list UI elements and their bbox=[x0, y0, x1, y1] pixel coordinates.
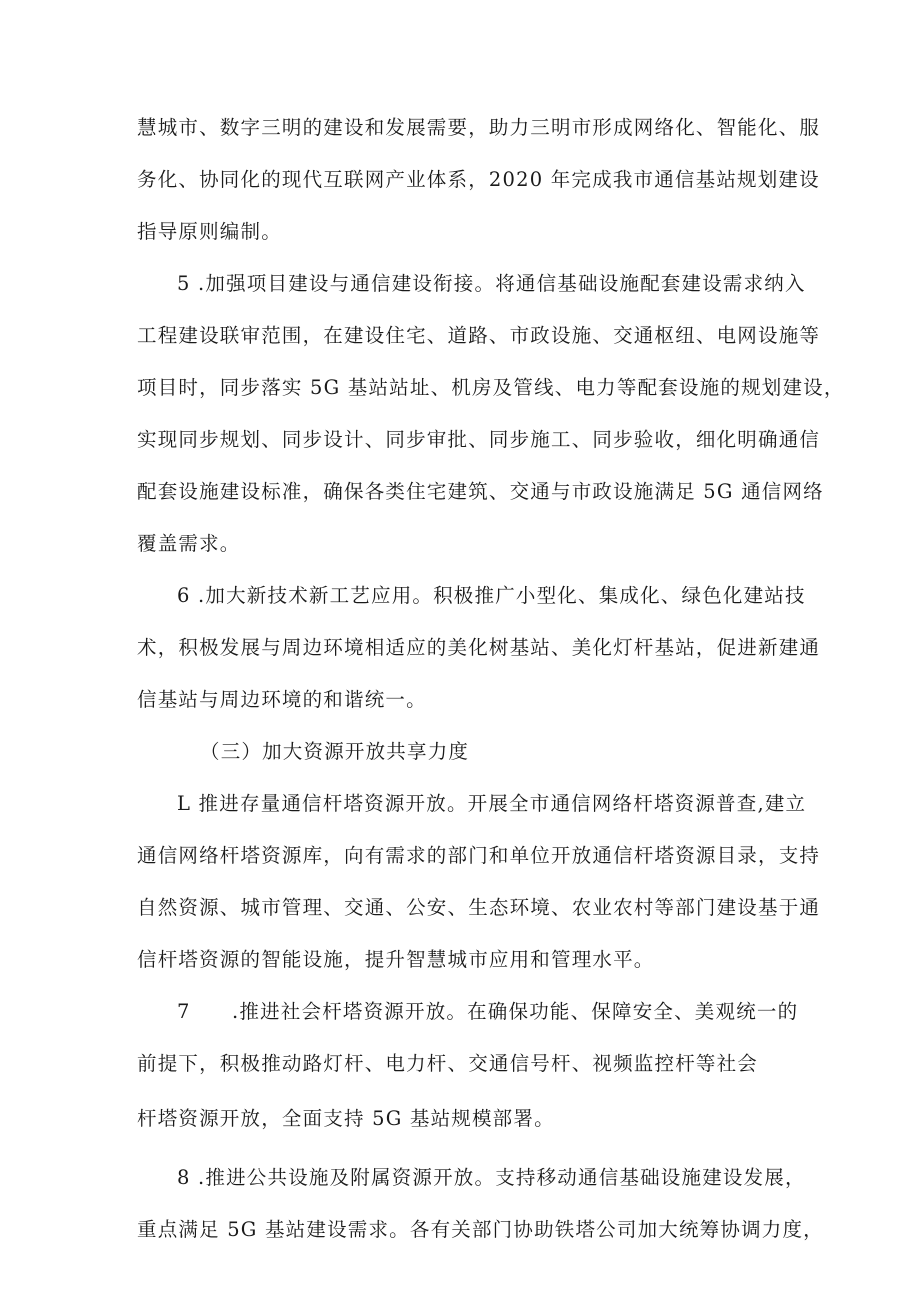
text-line: 信杆塔资源的智能设施，提升智慧城市应用和管理水平。 bbox=[137, 948, 655, 971]
text-line: 慧城市、数字三明的建设和发展需要，助力三明市形成网络化、智能化、服 bbox=[137, 116, 821, 139]
text-line: 项目时，同步落实 5G 基站站址、机房及管线、电力等配套设施的规划建设， bbox=[137, 376, 845, 399]
text-line: 前提下，积极推动路灯杆、电力杆、交通信号杆、视频监控杆等社会 bbox=[137, 1052, 759, 1075]
text-line: 通信网络杆塔资源库，向有需求的部门和单位开放通信杆塔资源目录，支持 bbox=[137, 844, 821, 867]
text-line: 术，积极发展与周边环境相适应的美化树基站、美化灯杆基站，促进新建通 bbox=[137, 636, 821, 659]
text-line: 覆盖需求。 bbox=[137, 532, 241, 555]
text-line: 配套设施建设标准，确保各类住宅建筑、交通与市政设施满足 5G 通信网络 bbox=[137, 480, 824, 503]
text-line: 信基站与周边环境的和谐统一。 bbox=[137, 688, 427, 711]
text-line: 务化、协同化的现代互联网产业体系，2020 年完成我市通信基站规划建设 bbox=[137, 168, 820, 191]
text-line: 工程建设联审范围，在建设住宅、道路、市政设施、交通枢纽、电网设施等 bbox=[137, 324, 821, 347]
paragraph-8-start: 8 .推进公共设施及附属资源开放。支持移动通信基础设施建设发展， bbox=[177, 1166, 806, 1189]
text-line: 自然资源、城市管理、交通、公安、生态环境、农业农村等部门建设基于通 bbox=[137, 896, 821, 919]
paragraph-7-start: 7 .推进社会杆塔资源开放。在确保功能、保障安全、美观统一的 bbox=[177, 1000, 799, 1023]
paragraph-l-start: L 推进存量通信杆塔资源开放。开展全市通信网络杆塔资源普查,建立 bbox=[177, 792, 807, 815]
section-heading: （三）加大资源开放共享力度 bbox=[200, 740, 470, 763]
text-line: 杆塔资源开放，全面支持 5G 基站规模部署。 bbox=[137, 1107, 555, 1130]
text-line: 重点满足 5G 基站建设需求。各有关部门协助铁塔公司加大统筹协调力度， bbox=[137, 1218, 824, 1241]
text-line: 实现同步规划、同步设计、同步审批、同步施工、同步验收，细化明确通信 bbox=[137, 428, 821, 451]
paragraph-6-start: 6 .加大新技术新工艺应用。积极推广小型化、集成化、绿色化建站技 bbox=[177, 584, 806, 607]
paragraph-5-start: 5 .加强项目建设与通信建设衔接。将通信基础设施配套建设需求纳入 bbox=[177, 272, 806, 295]
text-line: 指导原则编制。 bbox=[137, 220, 282, 243]
